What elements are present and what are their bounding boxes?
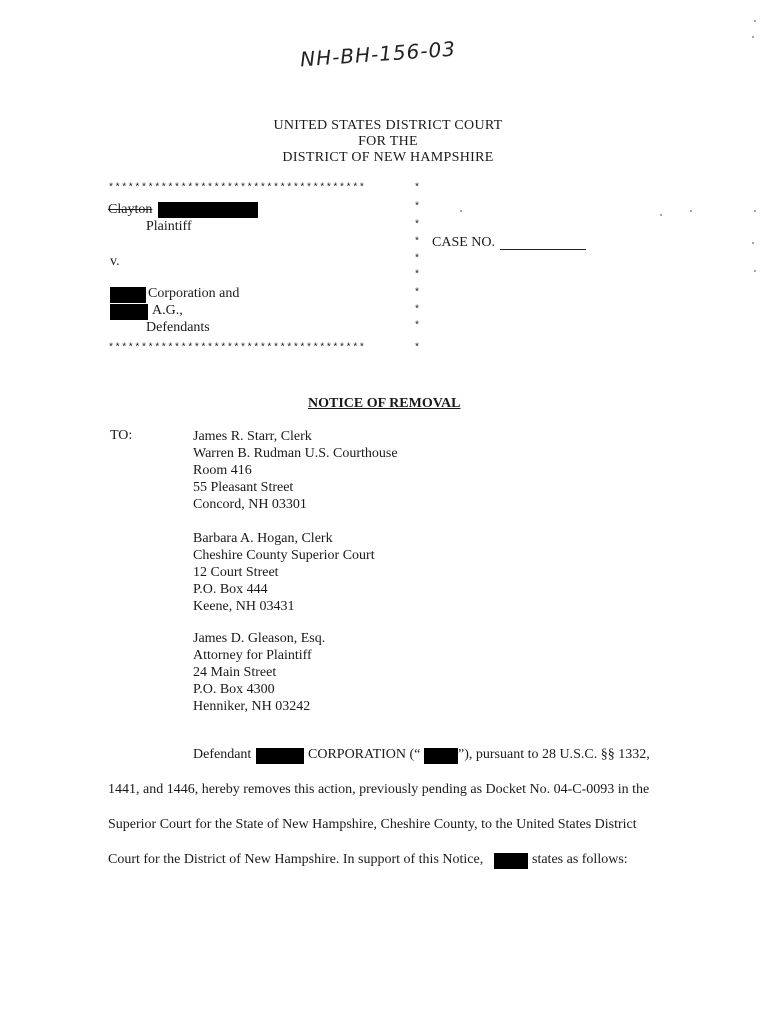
case-number-label: CASE NO. <box>432 235 496 250</box>
scan-speck <box>754 270 756 272</box>
redaction-bar <box>256 748 304 764</box>
redaction-bar <box>424 748 458 764</box>
defendants-label: Defendants <box>146 320 210 335</box>
address-line: P.O. Box 4300 <box>193 682 275 697</box>
recipient-address-block <box>193 428 398 513</box>
address-line: 55 Pleasant Street <box>193 480 294 495</box>
address-line: Keene, NH 03431 <box>193 599 295 614</box>
address-line: Attorney for Plaintiff <box>193 648 312 663</box>
body-line-1-start: Defendant <box>193 747 252 762</box>
redaction-bar <box>110 287 146 303</box>
redaction-bar <box>494 853 528 869</box>
address-line: 12 Court Street <box>193 565 279 580</box>
versus-label: v. <box>110 254 120 269</box>
caption-bottom-border-end: * <box>414 343 421 354</box>
defendant-line-1: Corporation and <box>148 286 240 301</box>
address-line: P.O. Box 444 <box>193 582 268 597</box>
body-line-3: Superior Court for the State of New Hampshire, Cheshire County, to the United States District <box>108 817 637 832</box>
address-line: James R. Starr, Clerk <box>193 429 312 444</box>
recipient-address-block <box>193 530 375 615</box>
court-for-the-line: FOR THE <box>358 134 418 149</box>
scan-speck <box>754 20 756 22</box>
address-line: Barbara A. Hogan, Clerk <box>193 531 333 546</box>
caption-column-star: * <box>414 288 421 299</box>
address-line: Henniker, NH 03242 <box>193 699 311 714</box>
caption-column-star: * <box>414 220 421 231</box>
scan-speck <box>460 210 462 212</box>
redaction-bar <box>110 304 148 320</box>
caption-top-border: *************************************** <box>108 183 366 194</box>
caption-column-star: * <box>414 202 421 213</box>
scan-speck <box>690 210 692 212</box>
address-line: Cheshire County Superior Court <box>193 548 375 563</box>
recipient-address-block <box>193 630 325 715</box>
scan-speck <box>754 210 756 212</box>
body-line-1-end: ”), pursuant to 28 U.S.C. §§ 1332, <box>458 747 650 762</box>
body-line-1-corp: CORPORATION (“ <box>308 747 421 762</box>
plaintiff-name: Clayton <box>108 202 153 217</box>
body-line-4-start: Court for the District of New Hampshire. In support of this Notice, <box>108 852 484 867</box>
defendant-line-2: A.G., <box>152 303 183 318</box>
body-line-4-end: states as follows: <box>532 852 628 867</box>
scan-speck <box>752 242 754 244</box>
court-district-line: DISTRICT OF NEW HAMPSHIRE <box>282 150 494 165</box>
plaintiff-label: Plaintiff <box>146 219 192 234</box>
address-line: Concord, NH 03301 <box>193 497 307 512</box>
caption-column-star: * <box>414 270 421 281</box>
scan-speck <box>752 36 754 38</box>
body-line-2: 1441, and 1446, hereby removes this action, previously pending as Docket No. 04-C-0093 in the <box>108 782 650 797</box>
to-label: TO: <box>110 428 133 443</box>
court-name-line: UNITED STATES DISTRICT COURT <box>273 118 503 133</box>
case-number-blank-line <box>500 249 586 250</box>
caption-column-star: * <box>414 237 421 248</box>
caption-top-border-end: * <box>414 183 421 194</box>
address-line: James D. Gleason, Esq. <box>193 631 326 646</box>
caption-column-star: * <box>414 305 421 316</box>
notice-title: NOTICE OF REMOVAL <box>308 396 461 411</box>
scan-speck <box>660 214 662 216</box>
address-line: Warren B. Rudman U.S. Courthouse <box>193 446 398 461</box>
redaction-bar <box>158 202 258 218</box>
caption-bottom-border: *************************************** <box>108 343 366 354</box>
address-line: 24 Main Street <box>193 665 277 680</box>
handwritten-case-number: NH-BH-156-03 <box>299 36 457 72</box>
address-line: Room 416 <box>193 463 252 478</box>
caption-column-star: * <box>414 321 421 332</box>
caption-column-star: * <box>414 254 421 265</box>
